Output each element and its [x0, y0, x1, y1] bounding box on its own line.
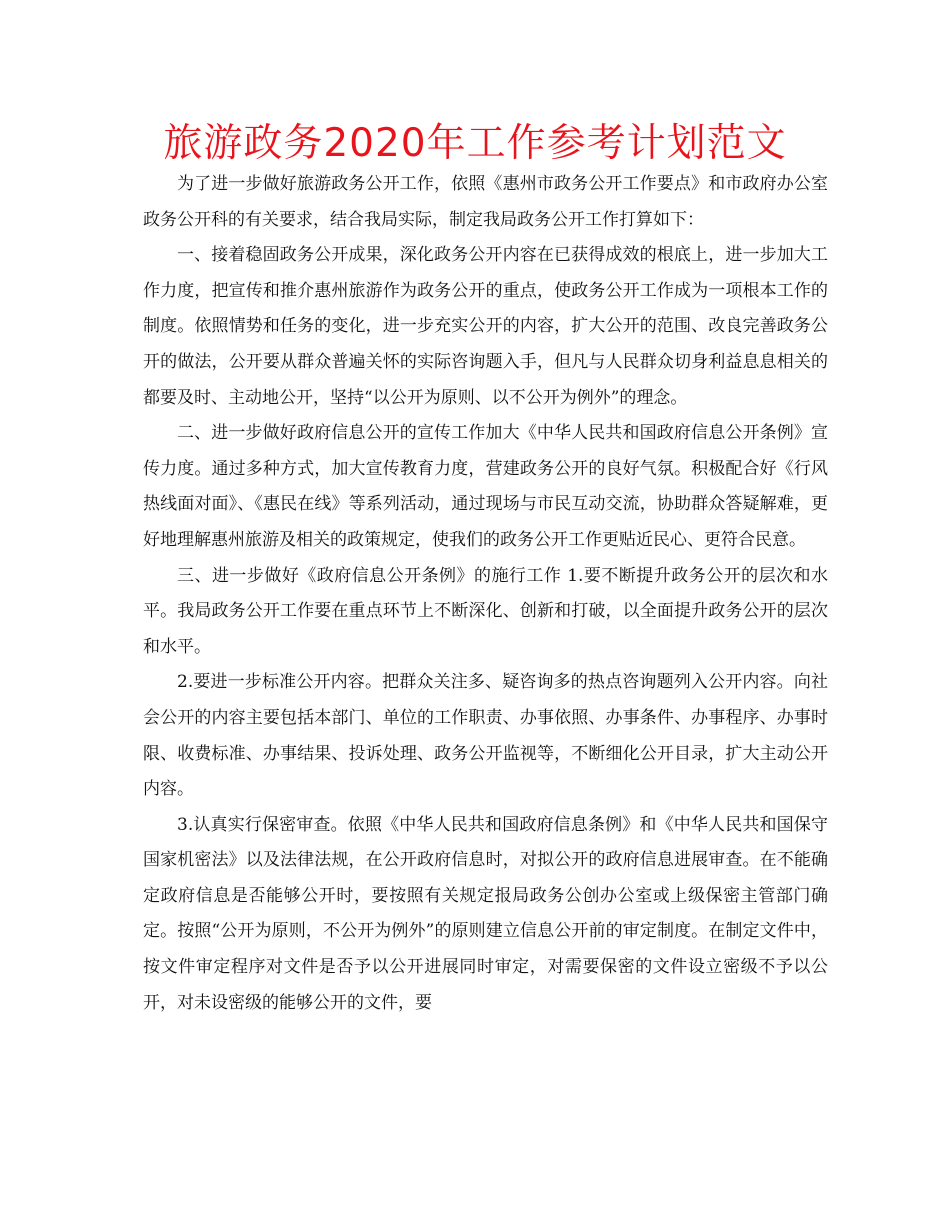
document-title: 旅游政务2020年工作参考计划范文	[163, 121, 787, 166]
document-body	[143, 167, 828, 1021]
paragraph-item-3: 3.认真实行保密审查。依照《中华人民共和国政府信息条例》和《中华人民共和国保守国家机密法》以及法律法规，在公开政府信息时，对拟公开的政府信息进展审查。在不能确定政府信息是否能够公开时，要按照有关规定报局政务公创办公室或上级保密主管部门确定。按照“公开为原则，不公开为例外”的原则建立信息公开前的审定制度。在制定文件中，按文件审定程序对文件是否予以公开进展同时审定，对需要保密的文件设立密级不予以公开，对未设密级的能够公开的文件，要	[143, 814, 828, 1013]
paragraph-section-2: 二、进一步做好政府信息公开的宣传工作加大《中华人民共和国政府信息公开条例》宣传力度。通过多种方式，加大宣传教育力度，营建政务公开的良好气氛。积极配合好《行风热线面对面》、《惠民在线》等系列活动，通过现场与市民互动交流，协助群众答疑解难，更好地理解惠州旅游及相关的政策规定，使我们的政务公开工作更贴近民心、更符合民意。	[143, 423, 828, 550]
paragraph-item-2: 2.要进一步标准公开内容。把群众关注多、疑咨询多的热点咨询题列入公开内容。向社会公开的内容主要包括本部门、单位的工作职责、办事依照、办事条件、办事程序、办事时限、收费标准、办事结果、投诉处理、政务公开监视等，不断细化公开目录，扩大主动公开内容。	[143, 672, 828, 800]
paragraph-section-1: 一、接着稳固政务公开成果，深化政务公开内容在已获得成效的根底上，进一步加大工作力度，把宣传和推介惠州旅游作为政务公开的重点，使政务公开工作成为一项根本工作的制度。依照情势和任务的变化，进一步充实公开的内容，扩大公开的范围、改良完善政务公开的做法，公开要从群众普遍关怀的实际咨询题入手，但凡与人民群众切身利益息息相关的都要及时、主动地公开，坚持“以公开为原则、以不公开为例外”的理念。	[143, 245, 828, 408]
paragraph-section-3: 三、进一步做好《政府信息公开条例》的施行工作 1.要不断提升政务公开的层次和水平。我局政务公开工作要在重点环节上不断深化、创新和打破，以全面提升政务公开的层次和水平。	[143, 565, 828, 657]
paragraph-intro: 为了进一步做好旅游政务公开工作，依照《惠州市政务公开工作要点》和市政府办公室政务公开科的有关要求，结合我局实际，制定我局政务公开工作打算如下：	[143, 174, 828, 230]
